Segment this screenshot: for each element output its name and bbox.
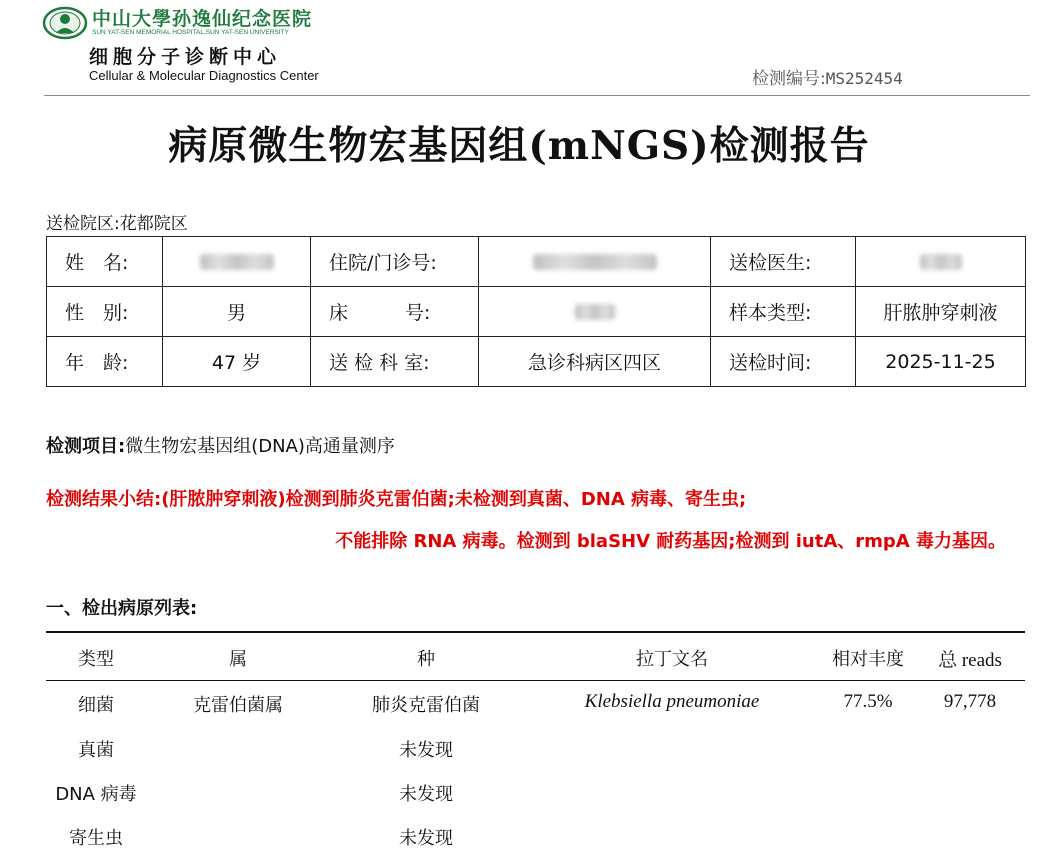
- report-number: [752, 64, 903, 89]
- col-header-genus: 属: [229, 649, 247, 670]
- col-header-type: 类型: [78, 649, 114, 670]
- sample-label: 样本类型:: [711, 287, 856, 337]
- col-header-reads: 总 reads: [938, 650, 1002, 671]
- row1-latin: Klebsiella pneumoniae: [584, 691, 760, 712]
- table-header-rule: [46, 680, 1025, 681]
- bed-value-redacted: [479, 287, 711, 337]
- row1-type: 细菌: [78, 695, 114, 716]
- info-row: [47, 337, 1026, 387]
- row2-species: 未发现: [399, 740, 453, 761]
- name-label: 姓 名:: [47, 237, 163, 287]
- section-title-pathogen-list: 一、检出病原列表:: [46, 598, 198, 619]
- row1-species: 肺炎克雷伯菌: [372, 695, 480, 716]
- doctor-label: 送检医生:: [711, 237, 856, 287]
- dept-label: 送 检 科 室:: [311, 337, 479, 387]
- doctor-value-redacted: [856, 237, 1026, 287]
- time-label: 送检时间:: [711, 337, 856, 387]
- redacted-block: [920, 254, 962, 270]
- hospital-name: 中山大學孙逸仙纪念医院: [92, 8, 313, 30]
- report-title: 病原微生物宏基因组(mNGS)检测报告: [168, 123, 870, 169]
- col-header-species: 种: [417, 649, 435, 670]
- result-summary-line1: 检测结果小结:(肝脓肿穿刺液)检测到肺炎克雷伯菌;未检测到真菌、DNA 病毒、寄生虫;: [46, 489, 747, 510]
- age-label: 年 龄:: [47, 337, 163, 387]
- redacted-block: [533, 254, 657, 270]
- hospital-name-en: SUN YAT-SEN MEMORIAL HOSPITAL,SUN YAT-SEN UNIVERSITY: [92, 29, 289, 36]
- sample-value: 肝脓肿穿刺液: [856, 287, 1026, 337]
- patient-info-table: [46, 236, 1026, 387]
- center-name: 细胞分子诊断中心: [89, 46, 282, 68]
- report-number-label: 检测编号:: [752, 69, 826, 89]
- result-summary-line2: 不能排除 RNA 病毒。检测到 blaSHV 耐药基因;检测到 iutA、rmpA 毒力基因。: [335, 531, 1006, 552]
- row3-type: DNA 病毒: [55, 784, 137, 805]
- sex-value: 男: [163, 287, 311, 337]
- col-header-abundance: 相对丰度: [832, 649, 904, 670]
- inpatient-value-redacted: [479, 237, 711, 287]
- test-project-value: 微生物宏基因组(DNA)高通量测序: [125, 436, 395, 457]
- center-name-en: Cellular & Molecular Diagnostics Center: [89, 68, 319, 83]
- header-divider: [44, 95, 1030, 96]
- inpatient-label: 住院/门诊号:: [311, 237, 479, 287]
- row1-reads: 97,778: [943, 691, 997, 712]
- info-row: [47, 237, 1026, 287]
- table-top-rule: [46, 631, 1025, 633]
- test-project-label: 检测项目:: [46, 436, 126, 457]
- row4-species: 未发现: [399, 828, 453, 849]
- row4-type: 寄生虫: [69, 828, 123, 849]
- bed-label: 床 号:: [311, 287, 479, 337]
- redacted-block: [575, 304, 615, 320]
- row2-type: 真菌: [78, 740, 114, 761]
- age-value: 47 岁: [163, 337, 311, 387]
- redacted-block: [200, 254, 274, 270]
- row1-genus: 克雷伯菌属: [193, 695, 283, 716]
- name-value-redacted: [163, 237, 311, 287]
- hospital-area: 送检院区:花都院区: [46, 214, 188, 234]
- time-value: 2025-11-25: [856, 337, 1026, 387]
- dept-value: 急诊科病区四区: [479, 337, 711, 387]
- row3-species: 未发现: [399, 784, 453, 805]
- sex-label: 性 别:: [47, 287, 163, 337]
- test-project: [46, 432, 395, 458]
- col-header-latin: 拉丁文名: [636, 649, 708, 670]
- info-row: [47, 287, 1026, 337]
- report-number-value: MS252454: [825, 69, 903, 88]
- hospital-logo-icon: [42, 6, 88, 40]
- row1-abundance: 77.5%: [843, 691, 893, 712]
